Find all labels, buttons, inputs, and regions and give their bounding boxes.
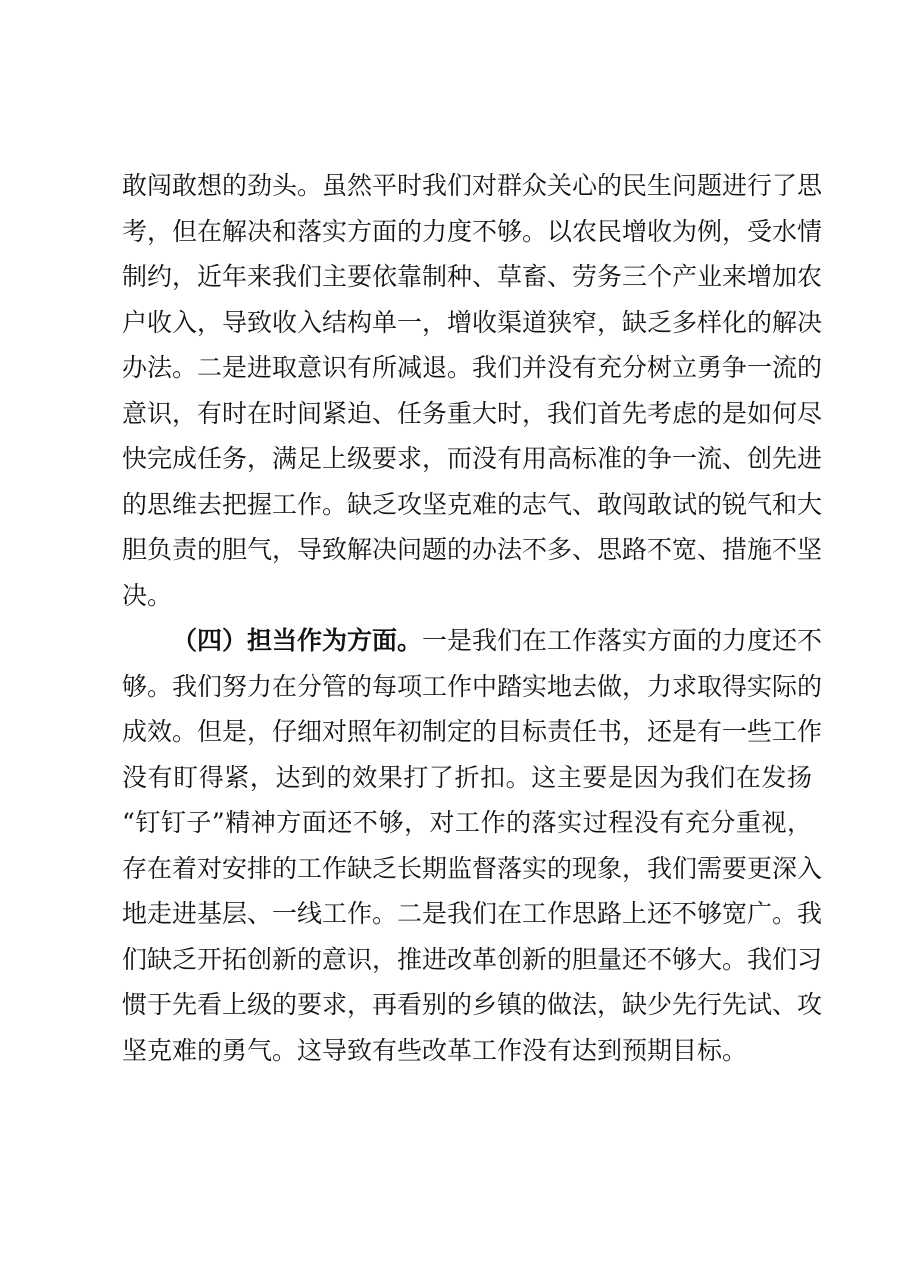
text-line: 地走进基层、一线工作。二是我们在工作思路上还不够宽广。我 <box>122 899 823 928</box>
text-line: 意识，有时在时间紧迫、任务重大时，我们首先考虑的是如何尽 <box>122 398 823 428</box>
text-line: 们缺乏开拓创新的意识，推进改革创新的胆量还不够大。我们习 <box>122 944 823 974</box>
text-line: 考，但在解决和落实方面的力度不够。以农民增收为例，受水情 <box>122 216 823 246</box>
text-run: 一是我们在工作落实方面的力度还不 <box>422 626 823 655</box>
text-line: 存在着对安排的工作缺乏长期监督落实的现象，我们需要更深入 <box>122 853 823 883</box>
text-line: 够。我们努力在分管的每项工作中踏实地去做，力求取得实际的 <box>122 671 823 701</box>
text-line: 惯于先看上级的要求，再看别的乡镇的做法，缺少先行先试、攻 <box>122 990 823 1019</box>
text-line: 胆负责的胆气，导致解决问题的办法不多、思路不宽、措施不坚 <box>122 535 823 564</box>
paragraph-1 <box>122 163 823 618</box>
paragraph-2 <box>122 618 823 1073</box>
text-line: 办法。二是进取意识有所减退。我们并没有充分树立勇争一流的 <box>122 353 823 382</box>
text-line: “钉钉子”精神方面还不够，对工作的落实过程没有充分重视， <box>122 808 812 837</box>
text-line: 坚克难的勇气。这导致有些改革工作没有达到预期目标。 <box>122 1035 748 1065</box>
paragraph-first-line <box>122 618 823 664</box>
text-line: 制约，近年来我们主要依靠制种、草畜、劳务三个产业来增加农 <box>122 262 823 291</box>
text-line: 户收入，导致收入结构单一，增收渠道狭窄，缺乏多样化的解决 <box>122 307 823 337</box>
section-heading: （四）担当作为方面。 <box>172 626 423 655</box>
text-line: 快完成任务，满足上级要求，而没有用高标准的争一流、创先进 <box>122 444 823 473</box>
text-line: 的思维去把握工作。缺乏攻坚克难的志气、敢闯敢试的锐气和大 <box>122 489 823 519</box>
text-line: 敢闯敢想的劲头。虽然平时我们对群众关心的民生问题进行了思 <box>122 171 823 200</box>
text-line: 成效。但是，仔细对照年初制定的目标责任书，还是有一些工作 <box>122 717 823 746</box>
text-line: 决。 <box>122 580 173 610</box>
text-line: 没有盯得紧，达到的效果打了折扣。这主要是因为我们在发扬 <box>122 762 812 792</box>
